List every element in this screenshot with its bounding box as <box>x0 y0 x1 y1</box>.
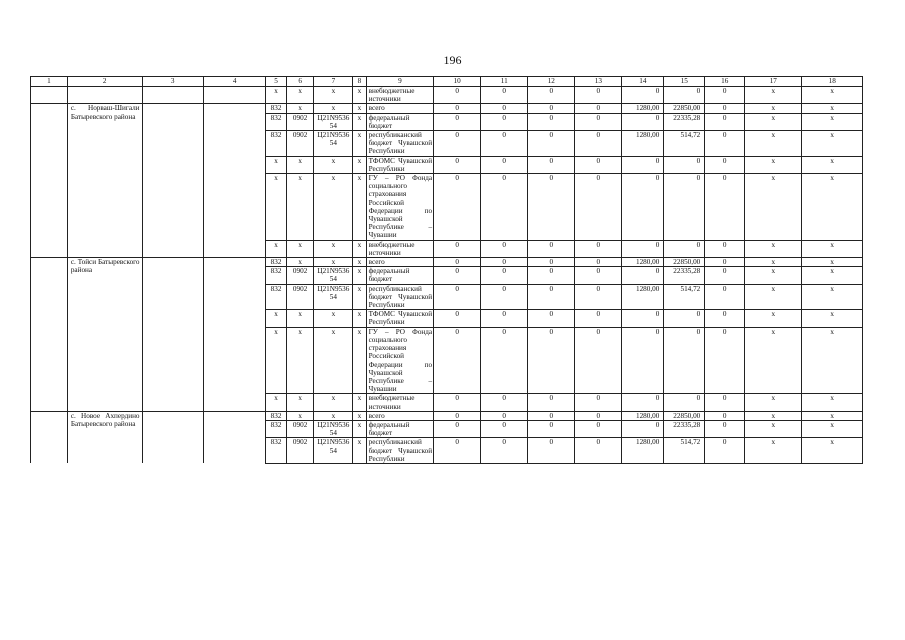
column-header: 5 <box>266 77 286 87</box>
value-cell: 0902 <box>286 113 314 130</box>
location-name <box>67 87 142 104</box>
value-cell: Ц21N9536 54 <box>314 284 353 310</box>
value-cell: 0 <box>575 113 622 130</box>
funding-source: федеральный бюджет <box>366 267 434 284</box>
value-cell: 0 <box>481 394 528 411</box>
value-cell: х <box>286 174 314 241</box>
location-name: с. Норваш-Шигали Батыревского района <box>67 104 142 258</box>
funding-source: федеральный бюджет <box>366 113 434 130</box>
value-cell: 0 <box>481 87 528 104</box>
value-cell: 22335,28 <box>664 267 705 284</box>
value-cell: 0 <box>664 310 705 327</box>
value-cell: х <box>802 284 863 310</box>
value-cell: 0 <box>575 267 622 284</box>
value-cell: х <box>266 156 286 173</box>
column-header: 17 <box>745 77 802 87</box>
value-cell: 0 <box>434 174 481 241</box>
value-cell: х <box>353 156 366 173</box>
value-cell: 0 <box>528 104 575 113</box>
value-cell: 0902 <box>286 131 314 157</box>
value-cell: х <box>802 104 863 113</box>
value-cell: х <box>353 438 366 464</box>
value-cell: 0 <box>575 394 622 411</box>
value-cell: 22850,00 <box>664 411 705 420</box>
value-cell: 0 <box>664 240 705 257</box>
value-cell: 0 <box>434 327 481 394</box>
value-cell: 0 <box>622 156 664 173</box>
value-cell: 0 <box>434 438 481 464</box>
column-header: 10 <box>434 77 481 87</box>
value-cell: 0 <box>434 131 481 157</box>
value-cell: 0 <box>664 87 705 104</box>
value-cell: х <box>745 411 802 420</box>
value-cell: х <box>745 240 802 257</box>
value-cell: 0 <box>575 284 622 310</box>
funding-source: ГУ – РО Фонда социального страхования Российской Федерации по Чувашской Республике – Чувашии <box>366 327 434 394</box>
value-cell: х <box>745 174 802 241</box>
value-cell: 0 <box>622 327 664 394</box>
value-cell: 0902 <box>286 438 314 464</box>
value-cell: х <box>286 394 314 411</box>
value-cell: 0 <box>481 113 528 130</box>
value-cell: 0 <box>528 411 575 420</box>
value-cell: 0 <box>528 394 575 411</box>
value-cell: 22335,28 <box>664 420 705 437</box>
value-cell: х <box>802 394 863 411</box>
value-cell: х <box>802 411 863 420</box>
value-cell: х <box>745 104 802 113</box>
value-cell: 1280,00 <box>622 438 664 464</box>
value-cell: 0 <box>434 284 481 310</box>
value-cell: х <box>353 284 366 310</box>
column-header: 4 <box>203 77 265 87</box>
value-cell: х <box>802 420 863 437</box>
value-cell: 832 <box>266 131 286 157</box>
value-cell: х <box>745 284 802 310</box>
value-cell: 0 <box>528 87 575 104</box>
value-cell: 0 <box>528 420 575 437</box>
value-cell: х <box>802 87 863 104</box>
value-cell: 0 <box>705 240 745 257</box>
value-cell: х <box>745 113 802 130</box>
value-cell: 832 <box>266 284 286 310</box>
funding-source: ТФОМС Чувашской Республики <box>366 156 434 173</box>
value-cell: х <box>286 310 314 327</box>
location-name: с. Новое Ахпердино Батыревского района <box>67 411 142 463</box>
column-header-row <box>31 77 863 87</box>
column-4-cell <box>203 258 265 412</box>
value-cell: х <box>353 420 366 437</box>
value-cell: 0 <box>528 438 575 464</box>
value-cell: х <box>802 174 863 241</box>
value-cell: 0 <box>622 420 664 437</box>
value-cell: Ц21N9536 54 <box>314 438 353 464</box>
value-cell: х <box>314 411 353 420</box>
value-cell: 0 <box>575 87 622 104</box>
value-cell: 514,72 <box>664 438 705 464</box>
funding-source: всего <box>366 104 434 113</box>
value-cell: Ц21N9536 54 <box>314 131 353 157</box>
value-cell: 0 <box>575 240 622 257</box>
value-cell: 0 <box>575 420 622 437</box>
value-cell: х <box>266 174 286 241</box>
value-cell: 0 <box>664 327 705 394</box>
value-cell: 514,72 <box>664 131 705 157</box>
value-cell: 0 <box>705 131 745 157</box>
value-cell: 0 <box>528 174 575 241</box>
value-cell: 0 <box>705 394 745 411</box>
value-cell: х <box>314 394 353 411</box>
funding-source: ТФОМС Чувашской Республики <box>366 310 434 327</box>
column-4-cell <box>203 411 265 463</box>
value-cell: 0 <box>434 310 481 327</box>
value-cell: х <box>745 438 802 464</box>
value-cell: х <box>286 258 314 267</box>
value-cell: Ц21N9536 54 <box>314 420 353 437</box>
value-cell: 0 <box>705 411 745 420</box>
column-header: 1 <box>31 77 68 87</box>
value-cell: 0 <box>481 310 528 327</box>
value-cell: х <box>802 113 863 130</box>
value-cell: х <box>314 327 353 394</box>
table-row <box>31 258 863 267</box>
row-number-cell <box>31 411 68 463</box>
value-cell: х <box>353 104 366 113</box>
value-cell: 832 <box>266 267 286 284</box>
column-4-cell <box>203 104 265 258</box>
funding-source: федеральный бюджет <box>366 420 434 437</box>
column-3-cell <box>142 104 203 258</box>
value-cell: х <box>802 267 863 284</box>
value-cell: 0902 <box>286 420 314 437</box>
value-cell: х <box>314 240 353 257</box>
value-cell: Ц21N9536 54 <box>314 113 353 130</box>
value-cell: 832 <box>266 258 286 267</box>
value-cell: 832 <box>266 438 286 464</box>
value-cell: х <box>266 87 286 104</box>
column-header: 13 <box>575 77 622 87</box>
table-row <box>31 411 863 420</box>
column-header: 16 <box>705 77 745 87</box>
value-cell: 0 <box>481 284 528 310</box>
column-4-cell <box>203 87 265 104</box>
value-cell: 0 <box>481 174 528 241</box>
value-cell: х <box>353 411 366 420</box>
value-cell: х <box>266 327 286 394</box>
column-header: 7 <box>314 77 353 87</box>
table-row <box>31 104 863 113</box>
value-cell: х <box>353 327 366 394</box>
value-cell: х <box>353 240 366 257</box>
funding-source: республиканский бюджет Чувашской Республики <box>366 131 434 157</box>
value-cell: х <box>353 131 366 157</box>
value-cell: х <box>353 113 366 130</box>
value-cell: 0 <box>705 174 745 241</box>
value-cell: 0 <box>434 104 481 113</box>
value-cell: х <box>802 258 863 267</box>
value-cell: 0 <box>575 258 622 267</box>
value-cell: 0 <box>528 113 575 130</box>
value-cell: 1280,00 <box>622 411 664 420</box>
funding-source: внебюджетные источники <box>366 394 434 411</box>
value-cell: х <box>745 87 802 104</box>
value-cell: 0 <box>575 131 622 157</box>
value-cell: х <box>802 438 863 464</box>
value-cell: х <box>314 87 353 104</box>
value-cell: 0 <box>622 174 664 241</box>
column-header: 14 <box>622 77 664 87</box>
value-cell: 0902 <box>286 284 314 310</box>
value-cell: 0 <box>705 438 745 464</box>
value-cell: х <box>314 174 353 241</box>
value-cell: х <box>745 267 802 284</box>
budget-table <box>30 76 863 464</box>
value-cell: 0 <box>705 284 745 310</box>
value-cell: х <box>314 258 353 267</box>
value-cell: 0 <box>664 394 705 411</box>
value-cell: х <box>353 267 366 284</box>
value-cell: х <box>353 310 366 327</box>
value-cell: х <box>353 394 366 411</box>
value-cell: 0 <box>575 174 622 241</box>
value-cell: х <box>745 310 802 327</box>
value-cell: 0 <box>434 420 481 437</box>
value-cell: х <box>286 87 314 104</box>
value-cell: 0 <box>705 267 745 284</box>
value-cell: Ц21N9536 54 <box>314 267 353 284</box>
value-cell: 0 <box>705 258 745 267</box>
table-body <box>31 77 863 464</box>
value-cell: 832 <box>266 411 286 420</box>
value-cell: 832 <box>266 420 286 437</box>
value-cell: 1280,00 <box>622 284 664 310</box>
value-cell: 0 <box>528 131 575 157</box>
value-cell: х <box>802 310 863 327</box>
value-cell: х <box>353 87 366 104</box>
column-header: 18 <box>802 77 863 87</box>
value-cell: х <box>286 240 314 257</box>
value-cell: 0 <box>528 258 575 267</box>
funding-source: республиканский бюджет Чувашской Республики <box>366 284 434 310</box>
value-cell: 0 <box>705 310 745 327</box>
column-header: 15 <box>664 77 705 87</box>
value-cell: 0 <box>481 267 528 284</box>
value-cell: х <box>286 327 314 394</box>
column-header: 3 <box>142 77 203 87</box>
value-cell: х <box>286 104 314 113</box>
value-cell: 0 <box>434 156 481 173</box>
column-header: 6 <box>286 77 314 87</box>
row-number-cell <box>31 87 68 104</box>
location-name: с. Тойси Батыревского района <box>67 258 142 412</box>
value-cell: 0 <box>481 240 528 257</box>
column-3-cell <box>142 87 203 104</box>
value-cell: х <box>745 131 802 157</box>
funding-source: внебюджетные источники <box>366 87 434 104</box>
value-cell: 832 <box>266 113 286 130</box>
value-cell: х <box>745 258 802 267</box>
value-cell: 0 <box>705 420 745 437</box>
value-cell: 0 <box>664 156 705 173</box>
value-cell: х <box>802 327 863 394</box>
value-cell: х <box>745 394 802 411</box>
value-cell: 0 <box>528 310 575 327</box>
value-cell: 0 <box>434 258 481 267</box>
value-cell: 0 <box>481 156 528 173</box>
value-cell: 0 <box>622 87 664 104</box>
value-cell: 0 <box>481 104 528 113</box>
value-cell: х <box>286 411 314 420</box>
value-cell: 0 <box>575 327 622 394</box>
value-cell: 0 <box>575 104 622 113</box>
value-cell: х <box>353 174 366 241</box>
value-cell: х <box>353 258 366 267</box>
value-cell: 0 <box>528 327 575 394</box>
value-cell: 0 <box>705 327 745 394</box>
value-cell: х <box>745 420 802 437</box>
value-cell: 1280,00 <box>622 104 664 113</box>
value-cell: 0 <box>481 327 528 394</box>
value-cell: х <box>745 156 802 173</box>
value-cell: 0 <box>705 104 745 113</box>
value-cell: 0 <box>528 267 575 284</box>
value-cell: х <box>745 327 802 394</box>
value-cell: 0 <box>434 113 481 130</box>
value-cell: 832 <box>266 104 286 113</box>
value-cell: 0 <box>622 394 664 411</box>
value-cell: 0 <box>575 438 622 464</box>
value-cell: 0 <box>705 156 745 173</box>
funding-source: внебюджетные источники <box>366 240 434 257</box>
value-cell: 1280,00 <box>622 258 664 267</box>
value-cell: 0 <box>575 411 622 420</box>
value-cell: 0902 <box>286 267 314 284</box>
value-cell: х <box>286 156 314 173</box>
row-number-cell <box>31 258 68 412</box>
value-cell: 1280,00 <box>622 131 664 157</box>
value-cell: 0 <box>434 87 481 104</box>
value-cell: 22850,00 <box>664 104 705 113</box>
value-cell: х <box>314 156 353 173</box>
value-cell: 0 <box>705 113 745 130</box>
value-cell: х <box>314 104 353 113</box>
column-header: 9 <box>366 77 434 87</box>
column-3-cell <box>142 411 203 463</box>
value-cell: 514,72 <box>664 284 705 310</box>
value-cell: 0 <box>575 156 622 173</box>
funding-source: ГУ – РО Фонда социального страхования Российской Федерации по Чувашской Республике – Чувашии <box>366 174 434 241</box>
budget-table-container <box>30 76 863 464</box>
funding-source: всего <box>366 258 434 267</box>
value-cell: 22335,28 <box>664 113 705 130</box>
value-cell: 0 <box>622 267 664 284</box>
value-cell: х <box>802 240 863 257</box>
value-cell: 0 <box>528 284 575 310</box>
funding-source: всего <box>366 411 434 420</box>
value-cell: 0 <box>575 310 622 327</box>
value-cell: х <box>802 131 863 157</box>
value-cell: 0 <box>481 438 528 464</box>
page-number: 196 <box>443 53 462 67</box>
value-cell: х <box>266 240 286 257</box>
value-cell: х <box>802 156 863 173</box>
value-cell: х <box>266 394 286 411</box>
value-cell: 0 <box>481 411 528 420</box>
value-cell: 22850,00 <box>664 258 705 267</box>
funding-source: республиканский бюджет Чувашской Республики <box>366 438 434 464</box>
value-cell: 0 <box>434 240 481 257</box>
value-cell: 0 <box>481 131 528 157</box>
row-number-cell <box>31 104 68 258</box>
value-cell: 0 <box>622 240 664 257</box>
value-cell: х <box>314 310 353 327</box>
value-cell: 0 <box>434 411 481 420</box>
value-cell: 0 <box>622 113 664 130</box>
column-header: 12 <box>528 77 575 87</box>
column-3-cell <box>142 258 203 412</box>
column-header: 11 <box>481 77 528 87</box>
value-cell: 0 <box>434 394 481 411</box>
column-header: 8 <box>353 77 366 87</box>
value-cell: х <box>266 310 286 327</box>
value-cell: 0 <box>528 156 575 173</box>
value-cell: 0 <box>664 174 705 241</box>
table-row <box>31 87 863 104</box>
value-cell: 0 <box>705 87 745 104</box>
column-header: 2 <box>67 77 142 87</box>
value-cell: 0 <box>434 267 481 284</box>
value-cell: 0 <box>481 420 528 437</box>
value-cell: 0 <box>622 310 664 327</box>
value-cell: 0 <box>528 240 575 257</box>
value-cell: 0 <box>481 258 528 267</box>
